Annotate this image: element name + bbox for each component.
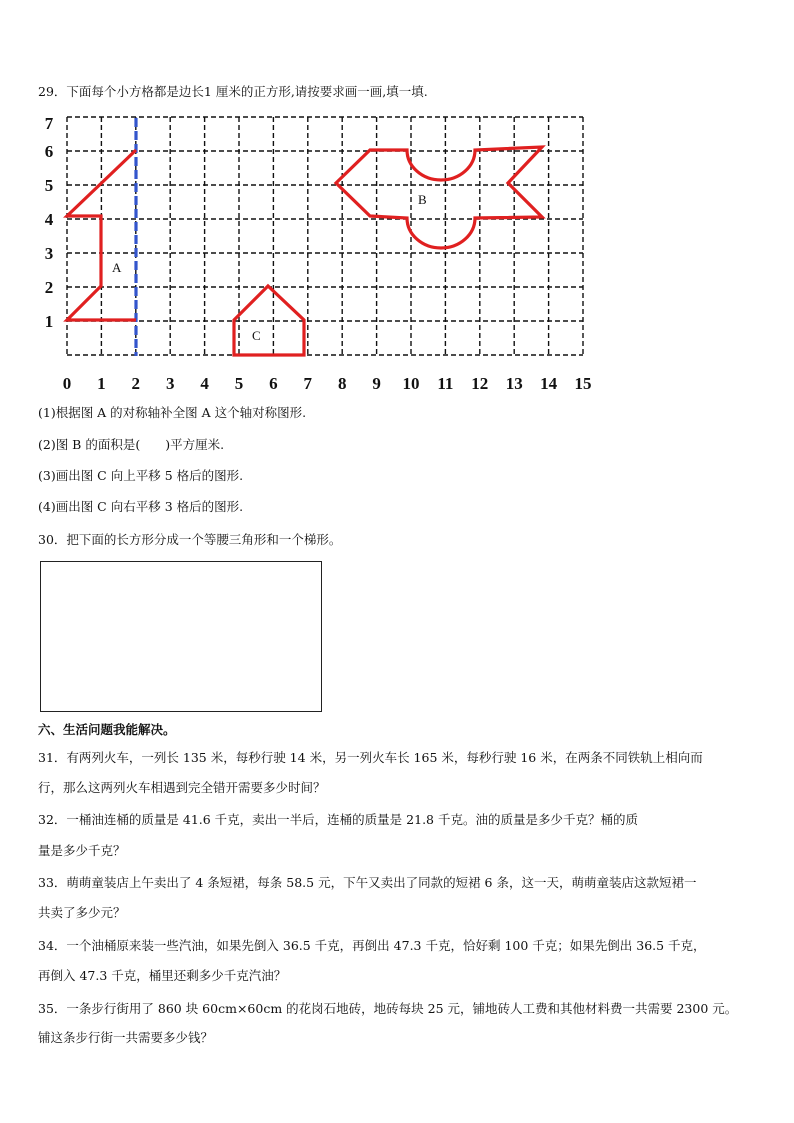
grid-figure — [0, 0, 794, 400]
q32-line1: 32．一桶油连桶的质量是 41.6 千克，卖出一半后，连桶的质量是 21.8 千克。油的质量是多少千克？桶的质 — [38, 812, 638, 827]
x-tick-label: 0 — [62, 374, 72, 393]
x-tick-label: 4 — [200, 374, 209, 393]
q31-line1: 31．有两列火车，一列长 135 米，每秒行驶 14 米，另一列火车长 165 米，每秒行驶 16 米，在两条不同铁轨上相向而 — [38, 750, 703, 765]
q29-sub1: (1)根据图 A 的对称轴补全图 A 这个轴对称图形. — [38, 405, 307, 420]
q35-line1: 35．一条步行街用了 860 块 60cm×60cm 的花岗石地砖，地砖每块 25 元，铺地砖人工费和其他材料费一共需要 2300 元。 — [38, 1001, 738, 1016]
x-tick-label: 11 — [437, 374, 454, 393]
y-tick-label: 1 — [44, 312, 54, 331]
y-tick-label: 6 — [44, 142, 54, 161]
label-a: A — [112, 260, 122, 275]
y-tick-label: 3 — [44, 244, 54, 263]
x-tick-label: 6 — [269, 374, 278, 393]
x-tick-label: 1 — [97, 374, 106, 393]
q34-line1: 34．一个油桶原来装一些汽油，如果先倒入 36.5 千克，再倒出 47.3 千克，恰好剩 100 千克；如果先倒出 36.5 千克， — [38, 938, 706, 953]
q29-title: 29．下面每个小方格都是边长1 厘米的正方形,请按要求画一画,填一填. — [38, 84, 428, 99]
rectangle-box — [40, 561, 322, 712]
shape-b — [336, 147, 542, 248]
label-c: C — [252, 328, 261, 343]
x-tick-label: 8 — [337, 374, 347, 393]
y-tick-label: 4 — [44, 210, 54, 229]
x-tick-label: 15 — [574, 374, 592, 393]
y-tick-label: 7 — [44, 114, 54, 133]
x-axis-ticks — [63, 374, 592, 393]
x-tick-label: 5 — [234, 374, 244, 393]
q29-sub4: (4)画出图 C 向右平移 3 格后的图形. — [38, 499, 244, 514]
x-tick-label: 10 — [402, 374, 420, 393]
q29-sub2: (2)图 B 的面积是( )平方厘米. — [38, 437, 225, 452]
x-tick-label: 2 — [131, 374, 141, 393]
x-tick-label: 12 — [471, 374, 489, 393]
x-tick-label: 3 — [165, 374, 175, 393]
x-tick-label: 9 — [372, 374, 381, 393]
q33-line2: 共卖了多少元？ — [38, 905, 126, 920]
q33-line1: 33．萌萌童装店上午卖出了 4 条短裙，每条 58.5 元，下午又卖出了同款的短裙 6 条，这一天，萌萌童装店这款短裙一 — [38, 875, 697, 890]
q34-line2: 再倒入 47.3 千克，桶里还剩多少千克汽油？ — [38, 968, 287, 983]
x-tick-label: 13 — [505, 374, 523, 393]
section-6-title: 六、生活问题我能解决。 — [38, 722, 176, 737]
y-axis-ticks — [45, 114, 54, 331]
q32-line2: 量是多少千克？ — [38, 843, 126, 858]
q29-sub3: (3)画出图 C 向上平移 5 格后的图形. — [38, 468, 244, 483]
q30-title: 30．把下面的长方形分成一个等腰三角形和一个梯形。 — [38, 532, 342, 547]
grid-lines — [67, 117, 583, 355]
y-tick-label: 5 — [44, 176, 54, 195]
x-tick-label: 7 — [303, 374, 313, 393]
q31-line2: 行，那么这两列火车相遇到完全错开需要多少时间？ — [38, 780, 326, 795]
label-b: B — [418, 192, 427, 207]
q35-line2: 铺这条步行街一共需要多少钱？ — [38, 1030, 214, 1045]
x-tick-label: 14 — [540, 374, 558, 393]
y-tick-label: 2 — [44, 278, 54, 297]
